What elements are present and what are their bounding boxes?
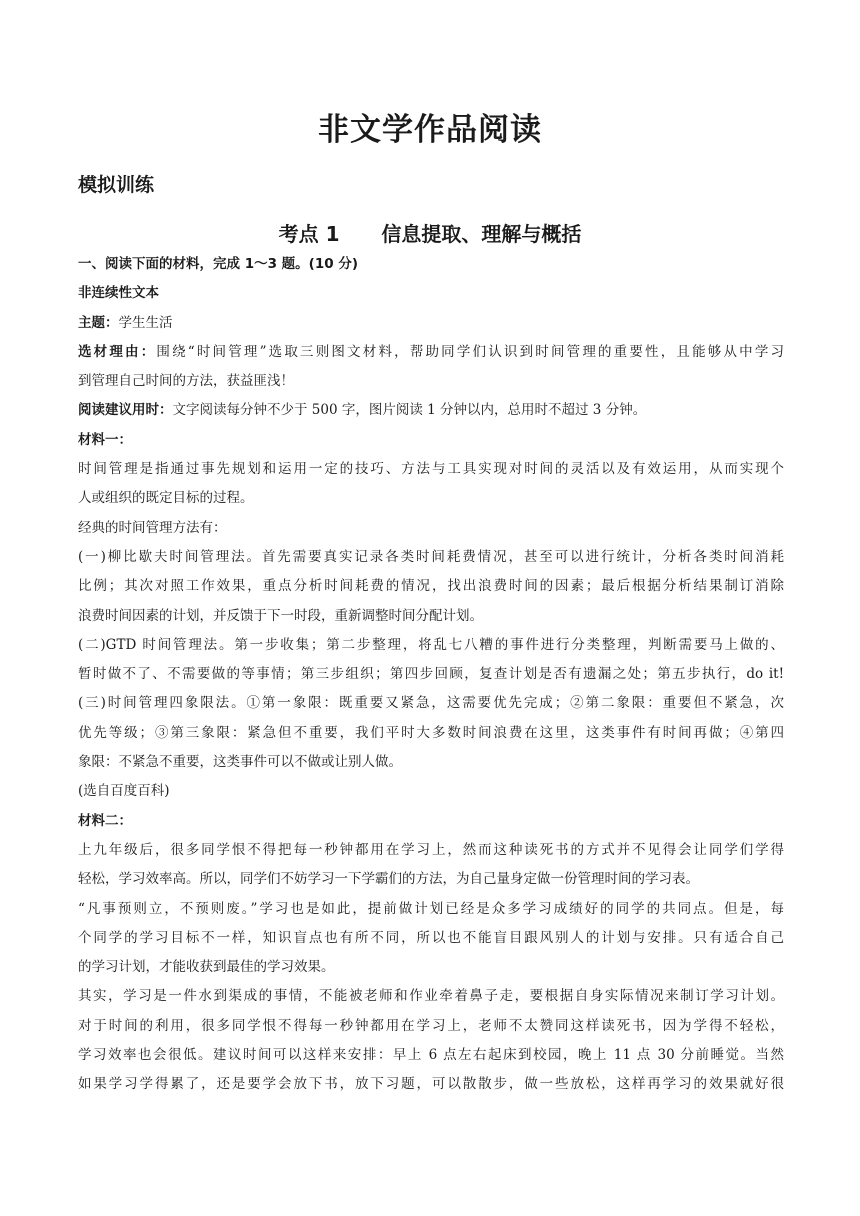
material1-line: 暂时做不了、不需要做的等事情；第三步组织；第四步回顾，复查计划是否有遗漏之处；第五步执行，do it! xyxy=(78,666,784,683)
material2-line: 学习效率也会很低。建议时间可以这样来安排：早上 6 点左右起床到校园，晚上 11 点 30 分前睡觉。当然 xyxy=(78,1047,784,1064)
material1-line: 比例；其次对照工作效果，重点分析时间耗费的情况，找出浪费时间的因素；最后根据分析结果制订消除 xyxy=(78,578,784,595)
theme-label: 主题： xyxy=(78,314,119,331)
theme-value: 学生生活 xyxy=(118,314,173,331)
theme-line xyxy=(78,309,784,338)
text-type-label: 非连续性文本 xyxy=(78,285,159,302)
material1-line: 优先等级；③第三象限：紧急但不重要，我们平时大多数时间浪费在这里，这类事件有时间再做；④第四 xyxy=(78,724,784,741)
material1-line: 时间管理是指通过事先规划和运用一定的技巧、方法与工具实现对时间的灵活以及有效运用，从而实现个 xyxy=(78,461,784,478)
section-heading: 模拟训练 xyxy=(78,174,155,196)
material2-line: 轻松，学习效率高。所以，同学们不妨学习一下学霸们的方法，为自己量身定做一份管理时间的学习表。 xyxy=(78,871,699,888)
topic-subtitle: 考点 1 信息提取、理解与概括 xyxy=(278,222,582,246)
material1-source: (选自百度百科) xyxy=(78,783,170,800)
material1-line: (三)时间管理四象限法。①第一象限：既重要又紧急，这需要优先完成；②第二象限：重要但不紧急，次 xyxy=(78,695,784,712)
material2-line: 上九年级后，很多同学恨不得把每一秒钟都用在学习上，然而这种读死书的方式并不见得会让同学们学得 xyxy=(78,841,784,858)
material2-line: 对于时间的利用，很多同学恨不得每一秒钟都用在学习上，老师不太赞同这样读死书，因为学得不轻松， xyxy=(78,1017,784,1034)
reason-label: 选材理由： xyxy=(78,343,157,360)
reading-time-line xyxy=(78,396,784,425)
material1-line: 象限：不紧急不重要，这类事件可以不做或让别人做。 xyxy=(78,754,402,771)
reason-line-2: 到管理自己时间的方法，获益匪浅！ xyxy=(78,373,294,390)
material2-line: “凡事预则立，不预则废。”学习也是如此，提前做计划已经是众多学习成绩好的同学的共同点。但是，每 xyxy=(78,900,784,917)
document-body xyxy=(78,250,784,1100)
reason-line-1 xyxy=(78,338,784,367)
material1-line: 经典的时间管理方法有： xyxy=(78,519,227,536)
material2-heading: 材料二： xyxy=(78,812,132,829)
material1-line: (二)GTD 时间管理法。第一步收集；第二步整理，将乱七八糟的事件进行分类整理，判断需要马上做的、 xyxy=(78,636,784,653)
material2-line: 的学习计划，才能收获到最佳的学习效果。 xyxy=(78,959,335,976)
reading-time-label: 阅读建议用时： xyxy=(78,402,173,419)
page-title: 非文学作品阅读 xyxy=(318,112,542,148)
material2-line: 个同学的学习目标不一样，知识盲点也有所不同，所以也不能盲目跟风别人的计划与安排。只有适合自己 xyxy=(78,929,784,946)
material1-line: 浪费时间因素的计划，并反馈于下一时段，重新调整时间分配计划。 xyxy=(78,607,483,624)
material1-line: 人或组织的既定目标的过程。 xyxy=(78,490,254,507)
reason-text-1: 围绕“时间管理”选取三则图文材料，帮助同学们认识到时间管理的重要性，且能够从中学习 xyxy=(156,343,784,360)
material2-line: 如果学习学得累了，还是要学会放下书，放下习题，可以散散步，做一些放松，这样再学习的效果就好很 xyxy=(78,1076,784,1093)
material2-line: 其实，学习是一件水到渠成的事情，不能被老师和作业牵着鼻子走，要根据自身实际情况来制订学习计划。 xyxy=(78,988,784,1005)
question-line: 一、阅读下面的材料，完成 1～3 题。(10 分) xyxy=(78,256,359,272)
reading-time-value: 文字阅读每分钟不少于 500 字，图片阅读 1 分钟以内，总用时不超过 3 分钟。 xyxy=(172,402,647,419)
material1-line: (一)柳比歇夫时间管理法。首先需要真实记录各类时间耗费情况，甚至可以进行统计，分析各类时间消耗 xyxy=(78,548,784,565)
material1-heading: 材料一： xyxy=(78,431,132,448)
